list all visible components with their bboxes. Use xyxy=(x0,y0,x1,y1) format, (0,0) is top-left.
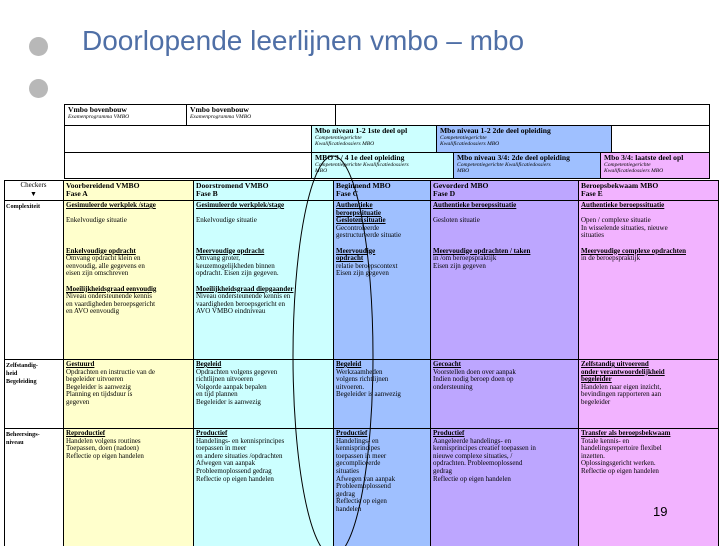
cell-line: Enkelvoudige opdracht xyxy=(66,246,136,255)
cell-line: Gesimuleerde werkplek/stage xyxy=(196,201,285,209)
cell-line: kennisprincipes xyxy=(336,444,380,453)
cell-line: Eisen zijn gegeven xyxy=(336,269,389,278)
cell-line: situaties xyxy=(581,231,604,240)
mbo12a-sub1: Competentiegerichte xyxy=(315,135,362,141)
cell-line: opdracht. Eisen zijn gegeven. xyxy=(196,269,279,278)
cell-line: Authentieke beroepssituatie xyxy=(433,201,517,209)
header-fase-d: Gevorderd MBO Fase D xyxy=(433,181,489,198)
cell-line: Open / complexe situatie xyxy=(581,216,651,225)
slide-title: Doorlopende leerlijnen vmbo – mbo xyxy=(82,25,525,56)
cell-line: Authentieke beroepssituatie xyxy=(581,201,665,209)
cell-line: Moeilijkheidsgraad diepgaander xyxy=(196,284,294,293)
cell-line: Meervoudige xyxy=(336,246,376,255)
cell-line: opdrachten. Probleemoplossend xyxy=(433,459,523,468)
cell-line: Begeleider is aanwezig xyxy=(196,397,261,406)
cell-line: beroepssituatie xyxy=(336,208,381,217)
cell-line: Meervoudige opdrachten / taken xyxy=(433,246,531,255)
cell-line: Voorstellen doen over aanpak xyxy=(433,367,516,376)
cell-line: eisen zijn omschreven xyxy=(66,269,129,278)
cell-line: opdracht xyxy=(336,254,364,263)
cell-line: Indien nodig beroep doen op xyxy=(433,375,514,384)
mbo12b-sub2: Kwalificatiedossiers MBO xyxy=(440,141,500,147)
cell-line: volgens richtlijnen xyxy=(336,375,389,384)
cell-line: in /om beroepspraktijk xyxy=(433,254,497,263)
mbo34a-sub1: Competentiegerichte Kwalificatiedossiers xyxy=(315,162,409,168)
vmbo-bb1-title: Vmbo bovenbouw xyxy=(68,105,127,114)
row-label-zelfstandigheid: Zelfstandig- heid Begeleiding xyxy=(6,362,38,385)
cell-line: Toepassen, doen (nadoen) xyxy=(66,444,139,453)
mbo34a-sub2: MBO xyxy=(315,168,328,174)
mbo34c-title: Mbo 3/4: laatste deel opl xyxy=(604,153,684,162)
cell-line: Totale kennis- en xyxy=(581,436,630,445)
cell-line: Niveau ondersteunende kennis xyxy=(66,292,152,301)
cell-line: Meervoudige complexe opdrachten xyxy=(581,246,686,255)
mbo34c-sub2: Kwalificatiedossiers MBO xyxy=(604,168,664,174)
cell-line: Gecoacht xyxy=(433,360,461,368)
cell-line: handelingsrepertoire flexibel xyxy=(581,444,662,453)
vmbo-bb1-sub: Examenprogramma VMBO xyxy=(68,114,130,120)
cell-line: kennisprincipes creatief toepassen in xyxy=(433,444,536,453)
cell-line: gedrag xyxy=(336,489,356,498)
cell-line: nieuwe complexe situaties, / xyxy=(433,451,513,460)
mbo34b-title: Mbo niveau 3/4: 2de deel opleiding xyxy=(457,153,570,162)
cell-line: Eisen zijn gegeven xyxy=(433,261,486,270)
cell-line: en andere situaties /opdrachten xyxy=(196,451,283,460)
cell-line: Aangeleerde handelings- en xyxy=(433,436,512,445)
cell-line: Gestuurd xyxy=(66,360,95,368)
cell-line: uitvoeren. xyxy=(336,382,365,391)
mbo34b-sub1: Competentiegerichte Kwalificatiedossiers xyxy=(457,162,551,168)
cell-line: Oplossingsgericht werken. xyxy=(581,459,656,468)
cell-line: Transfer als beroepsbekwaam xyxy=(581,429,671,437)
arrow-down-icon: ▼ xyxy=(30,189,37,198)
cell-line: toepassen in meer xyxy=(196,444,247,453)
cell-line: Omvang groter, xyxy=(196,254,241,263)
cell-line: Productief xyxy=(336,429,368,437)
cell-line: begeleider xyxy=(581,375,612,384)
cell-line: Gesloten situatie xyxy=(433,216,480,225)
cell-line: Omvang opdracht klein en xyxy=(66,254,141,263)
mbo12a-sub2: Kwalificatiedossiers MBO xyxy=(315,141,375,147)
cell-line: gegeven xyxy=(66,397,90,406)
mbo12b-title: Mbo niveau 1-2 2de deel opleiding xyxy=(440,126,551,135)
cell-line: eenvoudig, alle gegevens en xyxy=(66,261,145,270)
cell-line: handelen xyxy=(336,504,362,513)
cell-line: Gesimuleerde werkplek /stage xyxy=(66,201,156,209)
cell-line: Handelings- en xyxy=(336,436,379,445)
cell-line: Meervoudige opdracht xyxy=(196,246,265,255)
row-label-beheersing: Beheersings- niveau xyxy=(6,431,40,446)
vmbo-bb2-sub: Examenprogramma VMBO xyxy=(190,114,252,120)
mbo34b-sub2: MBO xyxy=(457,168,470,174)
cell-line: begeleider uitvoeren xyxy=(66,375,124,384)
cell-line: Moeilijkheidsgraad eenvoudig xyxy=(66,284,157,293)
cell-line: richtlijnen uitvoeren xyxy=(196,375,253,384)
mbo34a-title: MBO 3 / 4 1e deel opleiding xyxy=(315,153,405,162)
row-label-complexiteit: Complexiteit xyxy=(6,203,41,210)
cell-line: Productief xyxy=(196,429,228,437)
header-fase-a: Voorbereidend VMBO Fase A xyxy=(66,181,140,198)
mbo34c-sub1: Competentiegerichte xyxy=(604,162,651,168)
cell-line: bevindingen rapporteren aan xyxy=(581,390,662,399)
cell-line: Afwegen van aanpak xyxy=(336,474,396,483)
cell-line: Begeleider is aanwezig xyxy=(336,390,401,399)
header-fase-b: Doorstromend VMBO Fase B xyxy=(196,181,269,198)
cell-line: gedrag xyxy=(433,466,453,475)
cell-line: Handelings- en kennisprincipes xyxy=(196,436,285,445)
cell-line: gecompliceerde xyxy=(336,459,381,468)
vmbo-bb2-title: Vmbo bovenbouw xyxy=(190,105,249,114)
cell-line: Productief xyxy=(433,429,465,437)
cell-line: in de beroepspraktijk xyxy=(581,254,641,263)
cell-line: Probleemoplossend gedrag xyxy=(196,466,272,475)
cell-line: Zelfstandig uitvoerend xyxy=(581,360,649,368)
cell-line: Reflectie op eigen handelen xyxy=(581,466,659,475)
cell-line: relatie beroepscontext xyxy=(336,261,398,270)
cell-line: Opdrachten en instructie van de xyxy=(66,367,156,376)
cell-line: Handelen volgens routines xyxy=(66,436,141,445)
cell-line: situaties xyxy=(336,466,359,475)
header-fase-e: Beroepsbekwaam MBO Fase E xyxy=(581,181,659,198)
mbo12a-title: Mbo niveau 1-2 1ste deel opl xyxy=(315,126,408,135)
cell-line: Authentieke xyxy=(336,201,373,209)
cell-line: Volgorde aanpak bepalen xyxy=(196,382,267,391)
cell-line: en tijd plannen xyxy=(196,390,238,399)
cell-line: Afwegen van aanpak xyxy=(196,459,256,468)
page-number: 19 xyxy=(653,504,668,519)
cell-line: AVO VMBO eindniveau xyxy=(196,307,266,316)
cell-line: inzetten. xyxy=(581,451,605,460)
header-fase-c: Beginnend MBO Fase C xyxy=(336,181,391,198)
cell-line: keuzemogelijkheden binnen xyxy=(196,261,275,270)
cell-line: en vaardigheden beroepsgericht xyxy=(66,299,156,308)
cell-line: Enkelvoudige situatie xyxy=(66,216,127,225)
cell-line: Handelen naar eigen inzicht, xyxy=(581,382,662,391)
cell-line: en AVO eenvoudig xyxy=(66,307,120,316)
cell-line: In wisselende situaties, nieuwe xyxy=(581,223,668,232)
cell-line: Werkzaamheden xyxy=(336,367,383,376)
cell-line: Begeleid xyxy=(336,360,362,368)
cell-line: ondersteuning xyxy=(433,382,473,391)
cell-line: Begeleider is aanwezig xyxy=(66,382,131,391)
cell-line: Reflectie op eigen handelen xyxy=(66,451,144,460)
cell-line: begeleider xyxy=(581,397,611,406)
cell-line: Gesloten situatie xyxy=(336,216,386,225)
cell-line: Enkelvoudige situatie xyxy=(196,216,257,225)
cell-line: onder verantwoordelijkheid xyxy=(581,367,665,376)
cell-line: Planning en tijdsduur is xyxy=(66,390,133,399)
mbo12b-sub1: Competentiegerichte xyxy=(440,135,487,141)
cell-line: Niveau ondersteunende kennis en xyxy=(196,292,291,301)
cell-line: Reproductief xyxy=(66,429,106,437)
cell-line: Reflectie op eigen xyxy=(336,497,387,506)
cell-line: vaardigheden beroepsgericht en xyxy=(196,299,286,308)
cell-line: Reflectie op eigen handelen xyxy=(433,474,511,483)
cell-line: gestructureerde situatie xyxy=(336,231,402,240)
checkers-label: Checkers xyxy=(20,181,47,189)
cell-line: Opdrachten volgens gegeven xyxy=(196,367,278,376)
cell-line: Reflectie op eigen handelen xyxy=(196,474,274,483)
cell-line: Begeleid xyxy=(196,360,222,368)
cell-line: Gecontroleerde xyxy=(336,223,380,232)
cell-line: Probleemoplossend xyxy=(336,482,391,491)
cell-line: toepassen in meer xyxy=(336,451,387,460)
